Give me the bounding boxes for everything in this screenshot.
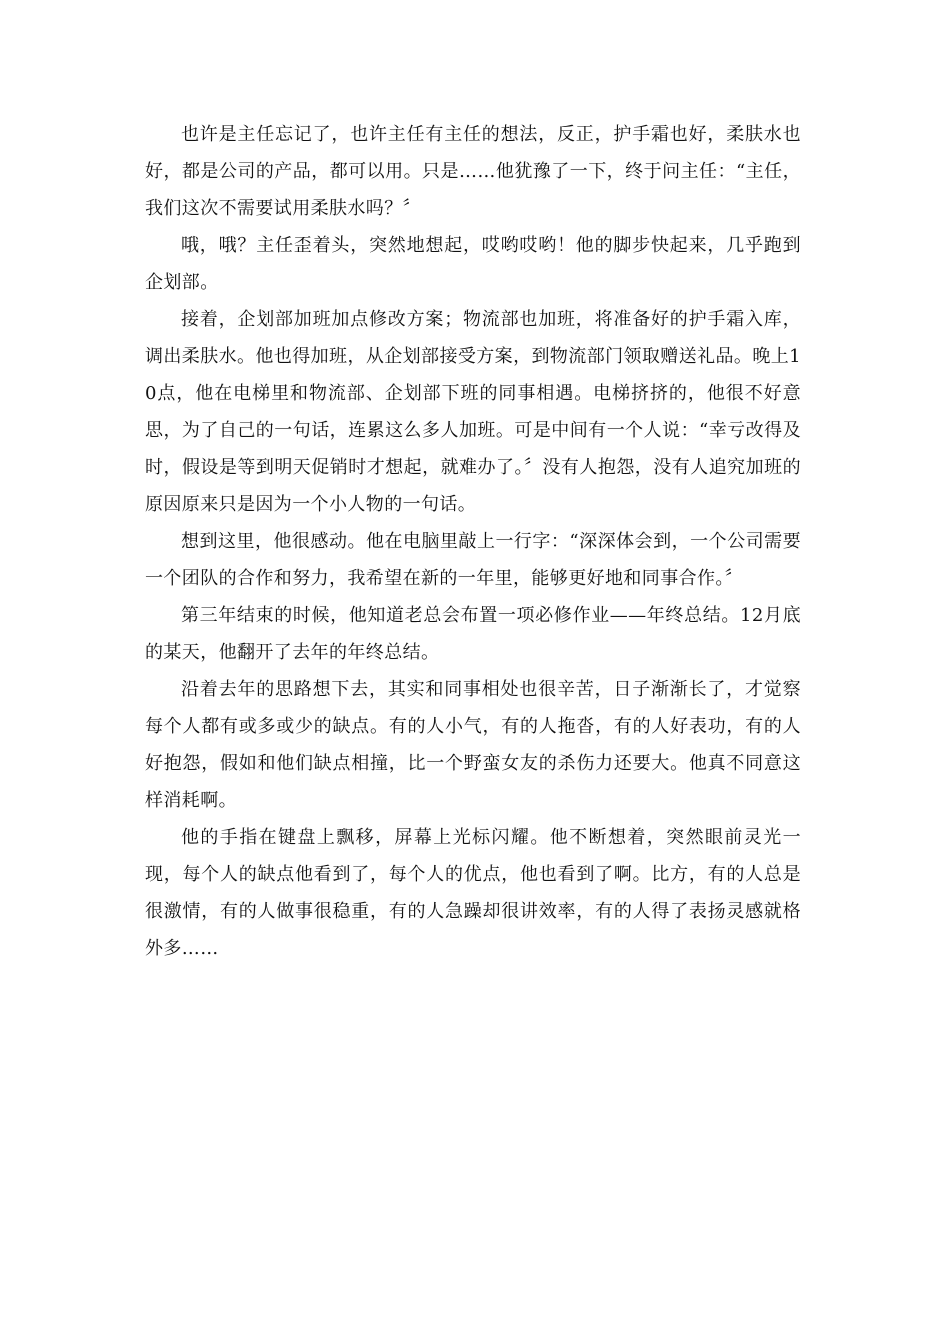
paragraph-7: 他的手指在键盘上飘移，屏幕上光标闪耀。他不断想着，突然眼前灵光一现，每个人的缺点他看到了，每个人的优点，他也看到了啊。比方，有的人总是很激情，有的人做事很稳重，有的人急躁却很讲效率，有的人得了表扬灵感就格外多…… xyxy=(145,827,801,959)
paragraph-5: 第三年结束的时候，他知道老总会布置一项必修作业——年终总结。12月底的某天，他翻开了去年的年终总结。 xyxy=(145,605,801,663)
paragraph-6: 沿着去年的思路想下去，其实和同事相处也很辛苦，日子渐渐长了，才觉察每个人都有或多或少的缺点。有的人小气，有的人拖沓，有的人好表功，有的人好抱怨，假如和他们缺点相撞，比一个野蛮女友的杀伤力还要大。他真不同意这样消耗啊。 xyxy=(145,679,801,811)
paragraph-3: 接着，企划部加班加点修改方案；物流部也加班，将准备好的护手霜入库，调出柔肤水。他也得加班，从企划部接受方案，到物流部门领取赠送礼品。晚上10点，他在电梯里和物流部、企划部下班的同事相遇。电梯挤挤的，他很不好意思，为了自己的一句话，连累这么多人加班。可是中间有一个人说：“幸亏改得及时，假设是等到明天促销时才想起，就难办了。〞没有人抱怨，没有人追究加班的原因原来只是因为一个小人物的一句话。 xyxy=(145,309,801,515)
paragraph-1: 也许是主任忘记了，也许主任有主任的想法，反正，护手霜也好，柔肤水也好，都是公司的产品，都可以用。只是……他犹豫了一下，终于问主任：“主任，我们这次不需要试用柔肤水吗？〞 xyxy=(145,124,801,219)
paragraph-2: 哦，哦？主任歪着头，突然地想起，哎哟哎哟！他的脚步快起来，几乎跑到企划部。 xyxy=(145,235,801,293)
paragraph-4: 想到这里，他很感动。他在电脑里敲上一行字：“深深体会到，一个公司需要一个团队的合作和努力，我希望在新的一年里，能够更好地和同事合作。〞 xyxy=(145,531,801,589)
document-body xyxy=(145,116,801,967)
